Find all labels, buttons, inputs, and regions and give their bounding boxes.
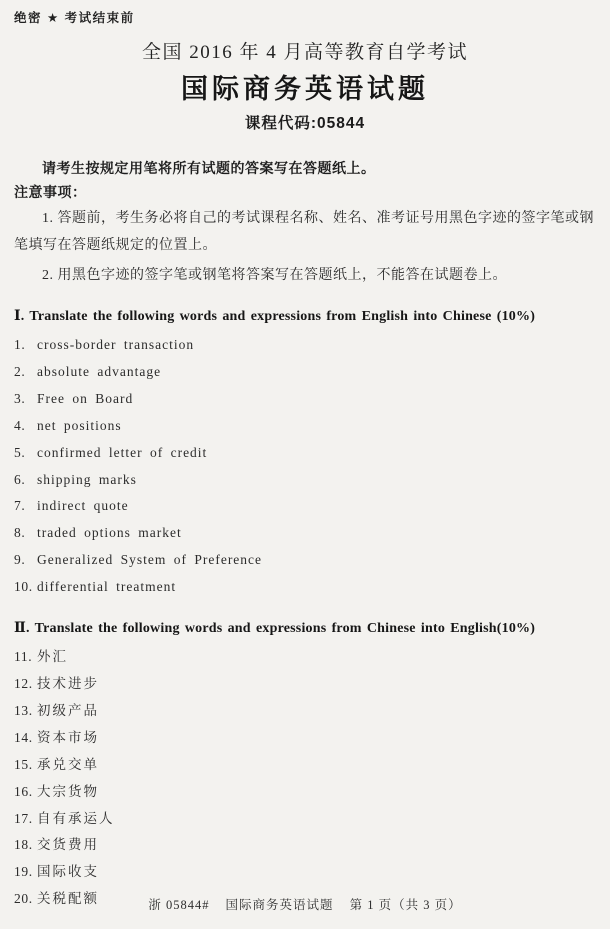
item-text: Free on Board bbox=[37, 390, 134, 406]
notes-title: 注意事项： bbox=[14, 184, 87, 200]
list-item bbox=[14, 413, 596, 440]
list-item bbox=[14, 520, 596, 547]
list-item bbox=[14, 725, 596, 752]
note-item-1: 1. 答题前，考生务必将自己的考试课程名称、姓名、准考证号用黑色字迹的签字笔或钢笔填写在答题纸规定的位置上。 bbox=[14, 211, 594, 253]
page-title: 国际商务英语试题 bbox=[181, 74, 429, 104]
item-number: 17. bbox=[14, 810, 33, 826]
item-text: cross-border transaction bbox=[37, 337, 195, 352]
item-number: 3. bbox=[14, 390, 26, 406]
section-heading: Ⅱ. Translate the following words and expressions from Chinese into English(10%) bbox=[14, 621, 536, 637]
list-item bbox=[14, 671, 596, 698]
item-text: traded options market bbox=[37, 525, 182, 541]
item-text: 国际收支 bbox=[37, 864, 99, 880]
item-text: differential treatment bbox=[37, 579, 177, 595]
footer-page-number: 第 1 页（共 3 页） bbox=[349, 898, 462, 912]
item-text: 初级产品 bbox=[37, 702, 99, 718]
list-item bbox=[14, 859, 596, 886]
item-number: 12. bbox=[14, 675, 33, 691]
item-number: 11. bbox=[14, 649, 33, 665]
list-item bbox=[14, 806, 596, 833]
item-text: confirmed letter of credit bbox=[37, 444, 208, 460]
list-item bbox=[14, 547, 596, 574]
list-item bbox=[14, 832, 596, 859]
item-text: 资本市场 bbox=[37, 729, 99, 745]
section-heading: Ⅰ. Translate the following words and expressions from English into Chinese (10%) bbox=[14, 309, 536, 324]
footer-paper-code: 浙 05844# bbox=[148, 898, 210, 912]
item-number: 9. bbox=[14, 552, 26, 568]
answer-sheet-instruction: 请考生按规定用笔将所有试题的答案写在答题纸上。 bbox=[42, 160, 376, 176]
item-number: 2. bbox=[14, 363, 26, 379]
vocab-list bbox=[14, 332, 596, 601]
item-text: 外汇 bbox=[37, 649, 68, 665]
item-text: 自有承运人 bbox=[37, 810, 115, 826]
page-footer bbox=[0, 895, 610, 913]
item-text: indirect quote bbox=[37, 498, 129, 514]
item-text: 关税配额 bbox=[37, 891, 99, 907]
item-text: net positions bbox=[37, 417, 122, 433]
list-item bbox=[14, 467, 596, 494]
item-number: 18. bbox=[14, 837, 33, 853]
item-text: 承兑交单 bbox=[37, 756, 99, 772]
list-item bbox=[14, 359, 596, 386]
footer-paper-title: 国际商务英语试题 bbox=[225, 898, 334, 912]
list-item bbox=[14, 752, 596, 779]
item-number: 16. bbox=[14, 783, 33, 799]
item-text: 技术进步 bbox=[37, 675, 99, 691]
list-item bbox=[14, 574, 596, 601]
item-number: 7. bbox=[14, 498, 26, 514]
item-text: absolute advantage bbox=[37, 363, 162, 379]
list-item bbox=[14, 493, 596, 520]
course-code: 课程代码:05844 bbox=[244, 115, 366, 132]
item-number: 8. bbox=[14, 525, 26, 541]
item-text: Generalized System of Preference bbox=[37, 552, 263, 568]
item-number: 4. bbox=[14, 417, 26, 433]
list-item bbox=[14, 332, 596, 359]
list-item bbox=[14, 644, 596, 671]
list-item bbox=[14, 440, 596, 467]
list-item bbox=[14, 779, 596, 806]
item-text: 大宗货物 bbox=[37, 783, 99, 799]
item-number: 10. bbox=[14, 579, 33, 595]
list-item bbox=[14, 386, 596, 413]
item-number: 13. bbox=[14, 702, 33, 718]
item-text: shipping marks bbox=[37, 471, 137, 487]
vocab-list bbox=[14, 644, 596, 913]
item-number: 6. bbox=[14, 471, 26, 487]
note-item-2: 2. 用黑色字迹的签字笔或钢笔将答案写在答题纸上，不能答在试题卷上。 bbox=[42, 268, 507, 283]
item-number: 15. bbox=[14, 756, 33, 772]
section-chinese-to-english bbox=[14, 620, 596, 913]
section-english-to-chinese bbox=[14, 308, 596, 601]
classification-banner: 绝密 ★ 考试结束前 bbox=[14, 11, 135, 25]
exam-session-title: 全国 2016 年 4 月高等教育自学考试 bbox=[141, 42, 468, 63]
item-number: 5. bbox=[14, 444, 26, 460]
item-number: 14. bbox=[14, 729, 33, 745]
item-number: 1. bbox=[14, 337, 26, 352]
list-item bbox=[14, 698, 596, 725]
item-number: 20. bbox=[14, 891, 33, 907]
item-text: 交货费用 bbox=[37, 837, 99, 853]
item-number: 19. bbox=[14, 864, 33, 880]
